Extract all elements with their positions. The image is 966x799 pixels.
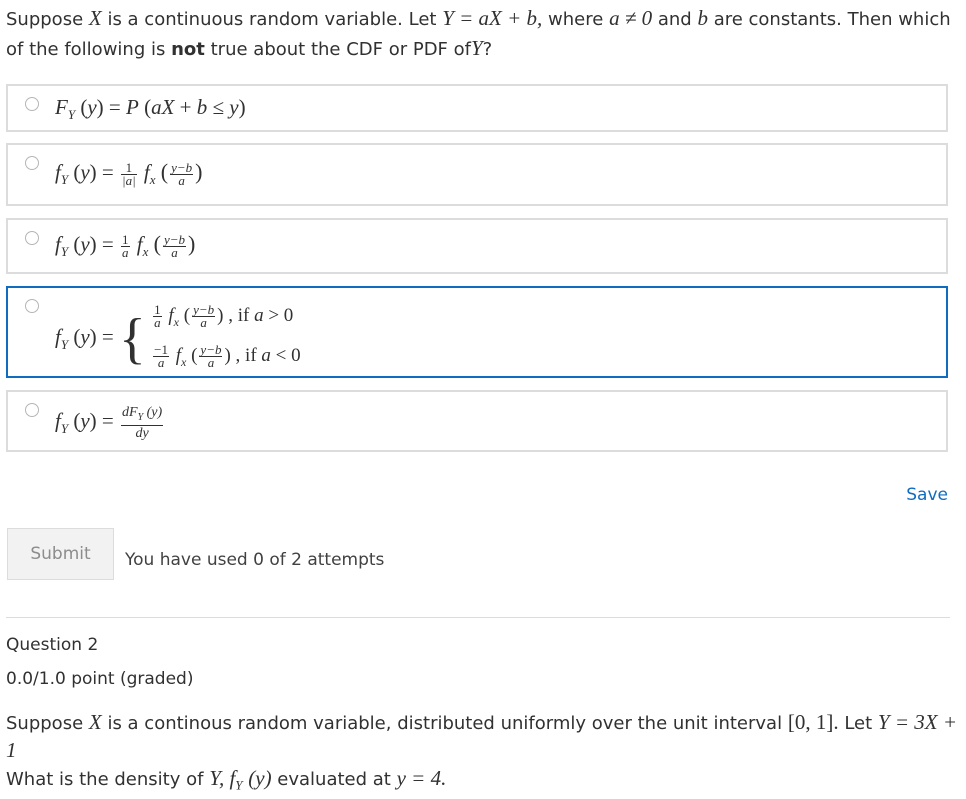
option-2-formula: $f_Y$ (y) = $\frac{1}{|a|}$ $f_x$ ( $\frac{y-b}{a}$ )	[55, 159, 203, 188]
option-2[interactable]	[6, 143, 948, 206]
radio-option-3[interactable]	[25, 231, 39, 245]
save-link[interactable]: Save	[906, 485, 948, 505]
question-2-points: 0.0/1.0 point (graded)	[6, 669, 194, 689]
question-2-text: Suppose X is a continous random variable, distributed uniformly over the unit interval [0, 1]. Let Y = 3X + 1 What is the density of Y, $f_Y$ (y) evaluated at y = 4.	[6, 710, 957, 793]
radio-option-2[interactable]	[25, 156, 39, 170]
option-4[interactable]	[6, 286, 948, 378]
option-1-formula: $F_Y$ (y) = P (aX + b ≤ y)	[55, 95, 246, 123]
option-5-formula: $f_Y$ (y) = $\frac{dF_Y (y)}{dy}$	[55, 405, 163, 441]
option-1[interactable]	[6, 84, 948, 132]
option-4-formula: $f_Y$ (y) = { $\frac{1}{a}$ $f_x$ ( $\frac{y-b}{a}$ ) , if a > 0 $\frac{-1}{a}$ $f_x$ ( $\frac{y-b}{a}$ ) , if a < 0	[55, 302, 301, 370]
radio-option-5[interactable]	[25, 403, 39, 417]
question-2-title: Question 2	[6, 635, 99, 655]
submit-button[interactable]: Submit	[7, 528, 114, 580]
option-3-formula: $f_Y$ (y) = $\frac{1}{a}$ $f_x$ ( $\frac{y-b}{a}$ )	[55, 231, 196, 260]
attempts-text: You have used 0 of 2 attempts	[125, 550, 385, 570]
radio-option-1[interactable]	[25, 97, 39, 111]
question-text: Suppose X is a continuous random variable. Let Y = aX + b, where a ≠ 0 and b are constants. Then which of the following is not true about the CDF or PDF ofY?	[6, 6, 951, 60]
option-5[interactable]	[6, 390, 948, 452]
option-3[interactable]	[6, 218, 948, 274]
divider	[6, 617, 950, 618]
radio-option-4[interactable]	[25, 299, 39, 313]
